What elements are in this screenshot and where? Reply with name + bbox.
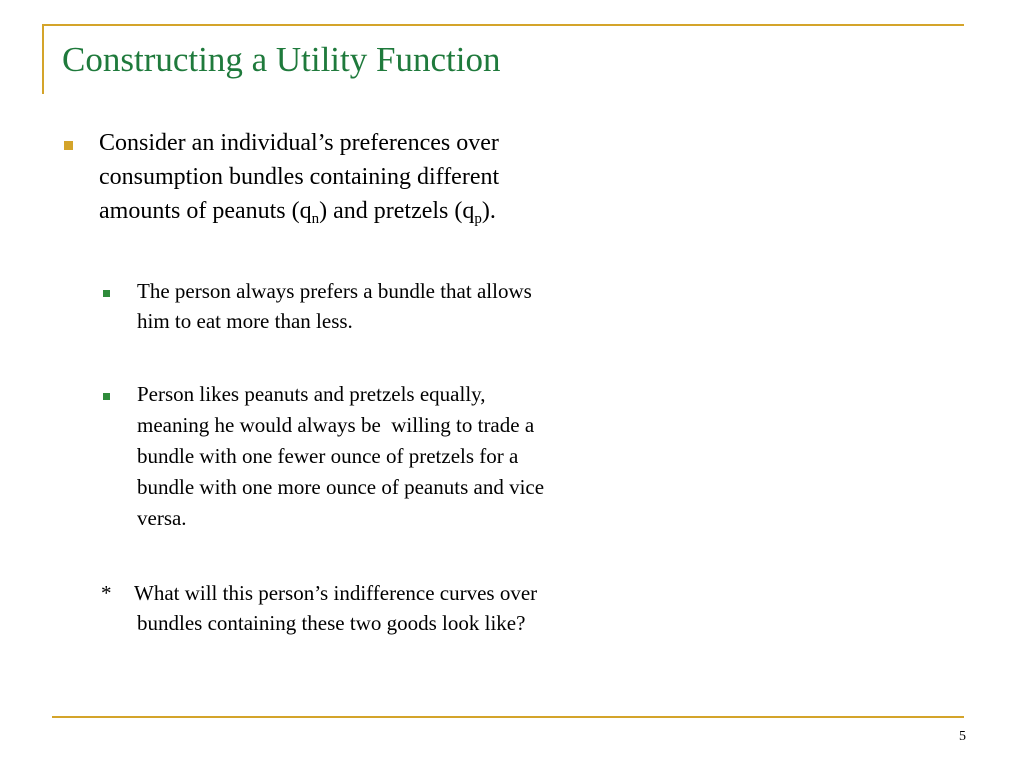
main-bullet-line-2: consumption bundles containing different xyxy=(99,164,500,190)
sub-bullet-2-line-3: bundle with one fewer ounce of pretzels for a xyxy=(137,444,519,468)
sub-bullet-1-line-2: him to eat more than less. xyxy=(137,309,353,333)
sub-bullet-2-square-icon xyxy=(103,393,110,400)
main-bullet-line-1: Consider an individual’s preferences over xyxy=(99,130,499,156)
sub-bullet-2-line-2: meaning he would always be willing to trade a xyxy=(137,413,535,437)
sub-bullet-1-line-1: The person always prefers a bundle that allows xyxy=(137,279,532,303)
title-left-rule xyxy=(42,24,44,94)
sub-bullet-1-square-icon xyxy=(103,290,110,297)
main-bullet-square-icon xyxy=(64,141,73,150)
slide-title: Constructing a Utility Function xyxy=(62,40,501,79)
main-bullet-line-3-suffix: ). xyxy=(481,198,496,224)
main-bullet-line-3-middle: ) and pretzels (q xyxy=(319,198,475,224)
page-number: 5 xyxy=(959,729,966,744)
main-bullet-text xyxy=(99,126,619,228)
main-bullet-line-3-prefix: amounts of peanuts (q xyxy=(99,198,312,224)
footer-rule xyxy=(52,716,964,718)
peanuts-subscript: n xyxy=(311,211,320,227)
sub-bullet-2-text xyxy=(137,379,647,534)
sub-bullet-2-line-1: Person likes peanuts and pretzels equally, xyxy=(137,382,486,406)
question-line-1: What will this person’s indifference curves over xyxy=(134,581,538,605)
pretzels-subscript: p xyxy=(474,211,482,227)
question-line-2: bundles containing these two goods look like? xyxy=(137,611,526,635)
question-asterisk: * xyxy=(101,581,112,605)
sub-bullet-2-line-5: versa. xyxy=(137,506,187,530)
title-top-rule xyxy=(42,24,964,26)
sub-bullet-1-text xyxy=(137,276,637,336)
sub-bullet-2-line-4: bundle with one more ounce of peanuts and vice xyxy=(137,475,545,499)
